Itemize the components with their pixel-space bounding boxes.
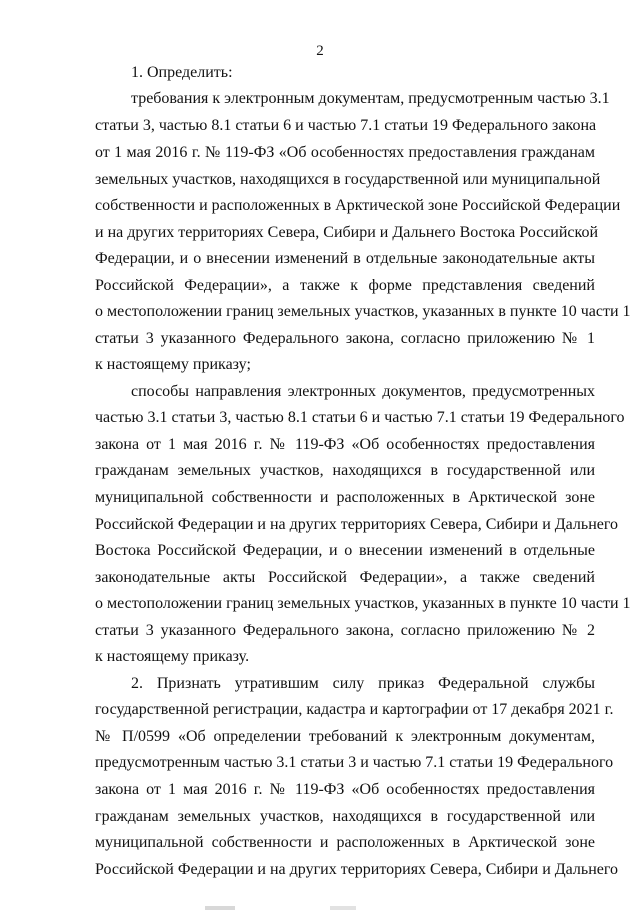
paragraph-line: гражданам земельных участков, находящихся в государственной или (95, 462, 595, 479)
paragraph-line: о местоположении границ земельных участков, указанных в пункте 10 части 1 (95, 303, 631, 320)
paragraph-line: требования к электронным документам, предусмотренным частью 3.1 (131, 90, 610, 107)
paragraph-line: 2. Признать утратившим силу приказ Федеральной службы (131, 675, 595, 692)
scan-artifact (330, 906, 356, 910)
paragraph-line: Российской Федерации», а также к форме представления сведений (95, 277, 595, 294)
paragraph-line: от 1 мая 2016 г. № 119-ФЗ «Об особенностях предоставления гражданам (95, 144, 595, 161)
paragraph-line: статьи 3 указанного Федерального закона, согласно приложению № 2 (95, 622, 595, 639)
page-number: 2 (316, 43, 324, 59)
paragraph-line: предусмотренным частью 3.1 статьи 3 и частью 7.1 статьи 19 Федерального (95, 754, 614, 771)
paragraph-line: о местоположении границ земельных участков, указанных в пункте 10 части 1 (95, 595, 631, 612)
paragraph-line: Федерации, и о внесении изменений в отдельные законодательные акты (95, 250, 595, 267)
paragraph-line: статьи 3 указанного Федерального закона, согласно приложению № 1 (95, 330, 595, 347)
paragraph-line: Российской Федерации и на других территориях Севера, Сибири и Дальнего (95, 861, 619, 878)
paragraph-line: и на других территориях Севера, Сибири и Дальнего Востока Российской (95, 224, 599, 241)
paragraph-line: гражданам земельных участков, находящихся в государственной или (95, 808, 595, 825)
paragraph-line: Востока Российской Федерации, и о внесении изменений в отдельные (95, 542, 595, 559)
paragraph-line: государственной регистрации, кадастра и картографии от 17 декабря 2021 г. (95, 701, 614, 718)
paragraph-line: муниципальной собственности и расположенных в Арктической зоне (95, 489, 595, 506)
paragraph-line: земельных участков, находящихся в государственной или муниципальной (95, 171, 601, 188)
paragraph-line: собственности и расположенных в Арктической зоне Российской Федерации (95, 197, 621, 214)
paragraph-line: закона от 1 мая 2016 г. № 119-ФЗ «Об особенностях предоставления (95, 781, 595, 798)
paragraph-line: № П/0599 «Об определении требований к электронным документам, (95, 728, 595, 745)
paragraph-line: Российской Федерации и на других территориях Севера, Сибири и Дальнего (95, 516, 619, 533)
paragraph-line: способы направления электронных документов, предусмотренных (131, 383, 595, 400)
paragraph-line: муниципальной собственности и расположенных в Арктической зоне (95, 834, 595, 851)
scan-artifact (205, 906, 235, 910)
paragraph-line: к настоящему приказу; (95, 356, 251, 373)
paragraph-line: частью 3.1 статьи 3, частью 8.1 статьи 6 и частью 7.1 статьи 19 Федерального (95, 409, 625, 426)
paragraph-line: к настоящему приказу. (95, 648, 250, 665)
paragraph-line: закона от 1 мая 2016 г. № 119-ФЗ «Об особенностях предоставления (95, 436, 595, 453)
paragraph-line: 1. Определить: (131, 64, 233, 81)
paragraph-line: статьи 3, частью 8.1 статьи 6 и частью 7.1 статьи 19 Федерального закона (95, 117, 597, 134)
paragraph-line: законодательные акты Российской Федерации», а также сведений (95, 569, 595, 586)
